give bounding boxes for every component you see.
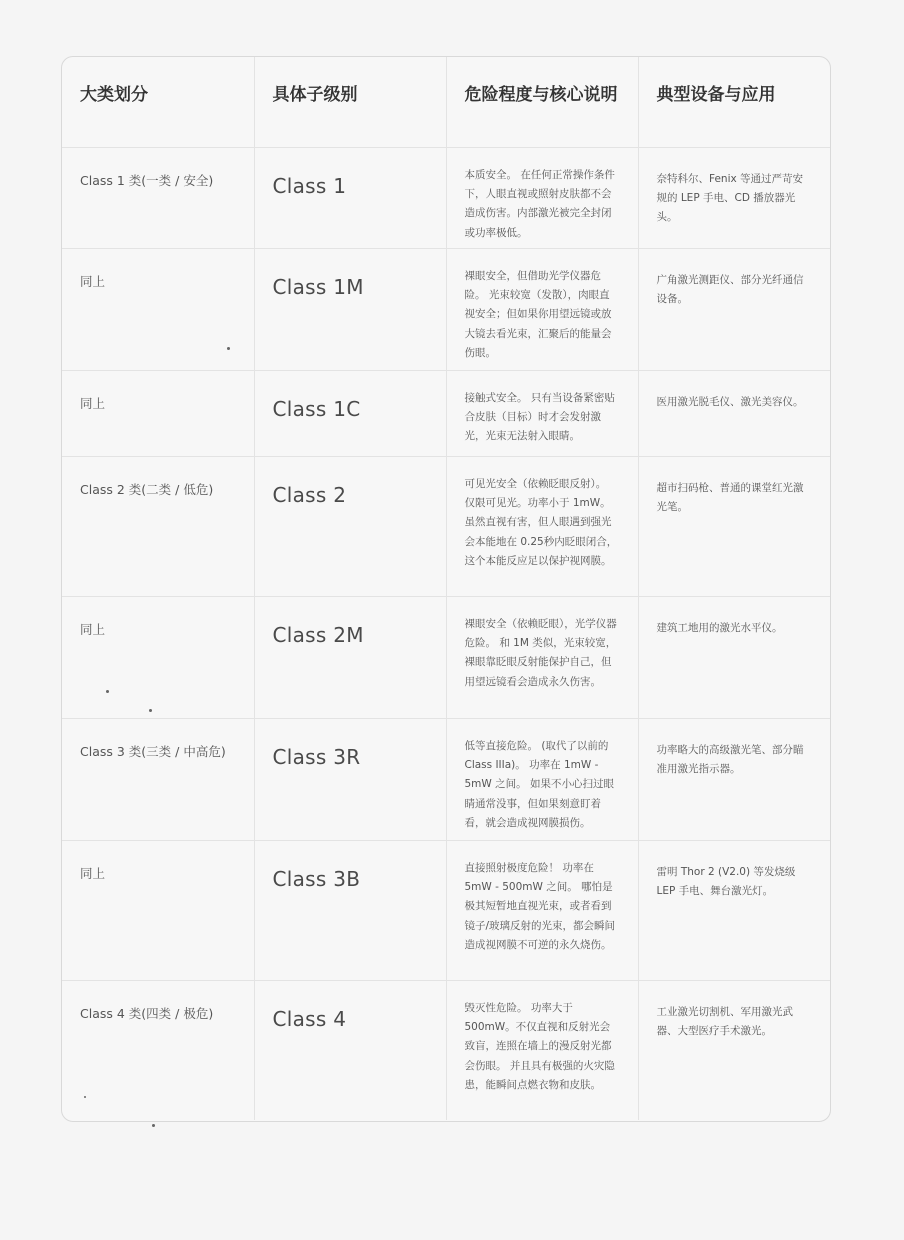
major-category-cell: Class 2 类(二类 / 低危) [80,481,214,497]
description-cell: 低等直接危险。 (取代了以前的 Class IIIa)。 功率在 1mW - 5mW 之间。 如果不小心扫过眼睛通常没事，但如果刻意盯着看，就会造成视网膜损伤。 [464,739,614,830]
table-row [62,456,830,596]
description-cell: 裸眼安全，但借助光学仪器危险。 光束较宽（发散），肉眼直视安全；但如果你用望远镜或放大镜去看光束，汇聚后的能量会伤眼。 [464,269,612,360]
major-category-cell: 同上 [80,621,106,637]
major-category-cell: Class 1 类(一类 / 安全) [80,172,214,188]
sub-level-cell: Class 1C [272,396,361,421]
application-cell: 功率略大的高级激光笔、部分瞄准用激光指示器。 [656,743,804,775]
header-typical-devices: 典型设备与应用 [638,57,830,147]
major-category-cell: Class 3 类(三类 / 中高危) [80,743,226,759]
table-row [62,718,830,840]
application-cell: 奈特科尔、Fenix 等通过严苛安规的 LEP 手电、CD 播放器光头。 [656,172,804,224]
description-cell: 毁灭性危险。 功率大于 500mW。不仅直视和反射光会致盲，连照在墙上的漫反射光都会伤眼。 并且具有极强的火灾隐患，能瞬间点燃衣物和皮肤。 [464,1001,615,1092]
sub-level-cell: Class 1 [272,173,347,198]
scan-speck [227,347,230,350]
laser-class-table-card [61,56,831,1122]
application-cell: 超市扫码枪、普通的课堂红光激光笔。 [656,481,804,513]
laser-class-table [62,57,830,1120]
sub-level-cell: Class 3B [272,866,361,891]
table-row [62,596,830,718]
description-cell: 裸眼安全（依赖眨眼），光学仪器危险。 和 1M 类似，光束较宽，裸眼靠眨眼反射能保护自己，但用望远镜看会造成永久伤害。 [464,617,617,688]
table-row [62,370,830,456]
table-row [62,147,830,248]
application-cell: 建筑工地用的激光水平仪。 [656,621,783,634]
sub-level-cell: Class 2 [272,482,347,507]
description-cell: 可见光安全（依赖眨眼反射）。 仅限可见光。功率小于 1mW。虽然直视有害，但人眼遇到强光会本能地在 0.25秒内眨眼闭合，这个本能反应足以保护视网膜。 [464,477,618,568]
application-cell: 工业激光切割机、军用激光武器、大型医疗手术激光。 [656,1005,793,1037]
header-danger-description: 危险程度与核心说明 [446,57,638,147]
header-major-category: 大类划分 [62,57,254,147]
description-cell: 本质安全。 在任何正常操作条件下，人眼直视或照射皮肤都不会造成伤害。内部激光被完全封闭或功率极低。 [464,168,615,239]
header-sub-level: 具体子级别 [254,57,446,147]
scan-speck [106,690,109,693]
sub-level-cell: Class 4 [272,1006,347,1031]
scan-speck [84,1096,86,1098]
description-cell: 直接照射极度危险！ 功率在 5mW - 500mW 之间。 哪怕是极其短暂地直视光束，或者看到镜子/玻璃反射的光束，都会瞬间造成视网膜不可逆的永久烧伤。 [464,861,616,952]
sub-level-cell: Class 3R [272,744,361,769]
application-cell: 雷明 Thor 2 (V2.0) 等发烧级 LEP 手电、舞台激光灯。 [656,865,796,897]
scan-speck [152,1124,155,1127]
table-row [62,248,830,370]
major-category-cell: 同上 [80,865,106,881]
table-row [62,840,830,980]
major-category-cell: 同上 [80,395,106,411]
major-category-cell: 同上 [80,273,106,289]
description-cell: 接触式安全。 只有当设备紧密贴合皮肤（目标）时才会发射激光，光束无法射入眼睛。 [464,391,615,443]
table-header-row [62,57,830,147]
application-cell: 广角激光测距仪、部分光纤通信设备。 [656,273,804,305]
sub-level-cell: Class 2M [272,622,364,647]
sub-level-cell: Class 1M [272,274,364,299]
scan-speck [149,709,152,712]
table-row [62,980,830,1120]
major-category-cell: Class 4 类(四类 / 极危) [80,1005,214,1021]
application-cell: 医用激光脱毛仪、激光美容仪。 [656,395,804,408]
